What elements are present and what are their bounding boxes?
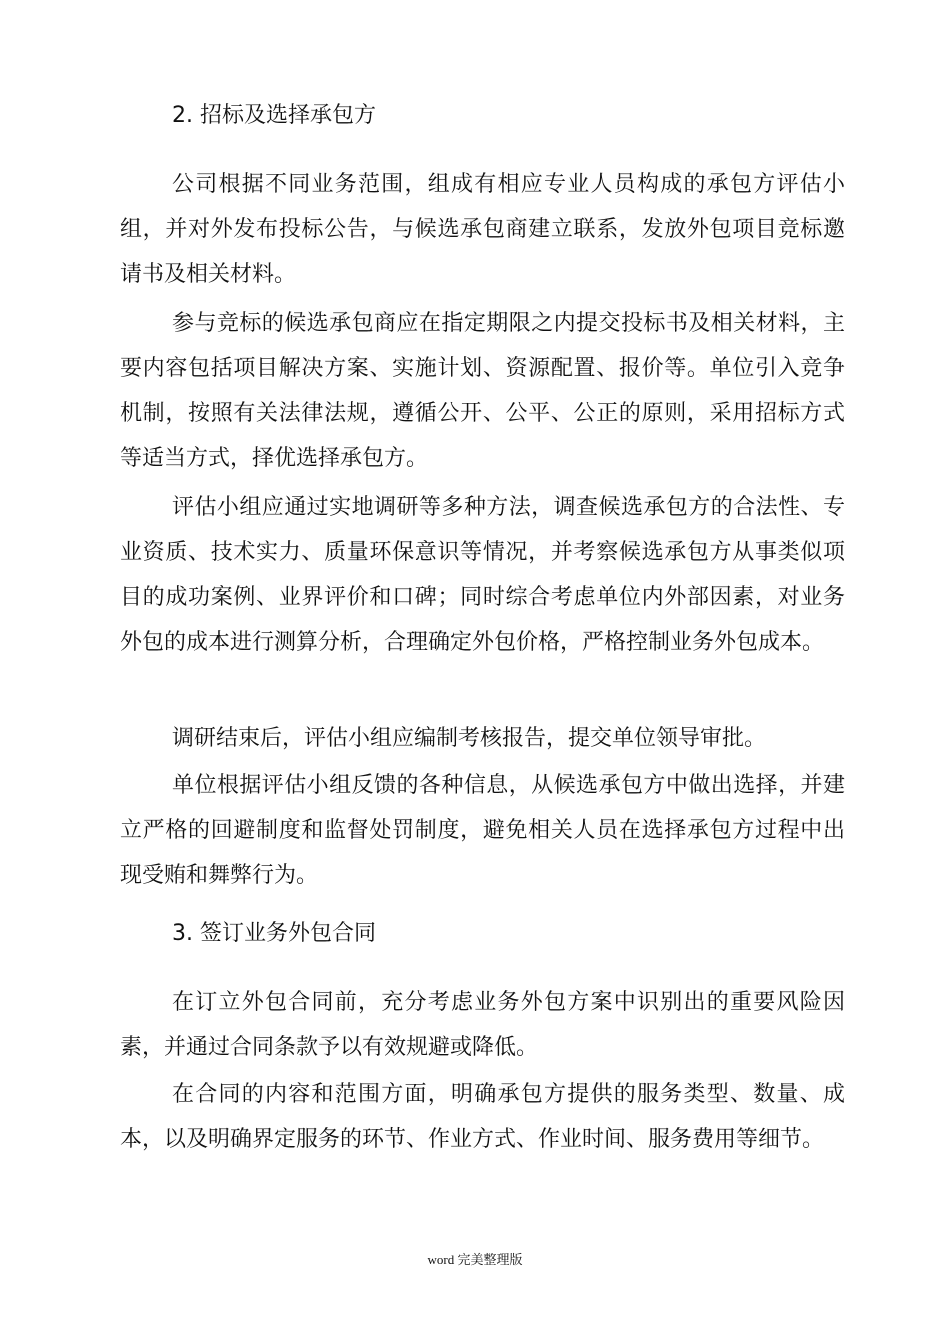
page-footer: word 完美整理版 (427, 1252, 523, 1267)
paragraph: 评估小组应通过实地调研等多种方法，调查候选承包方的合法性、专业资质、技术实力、质量环保意识等情况，并考察候选承包方从事类似项目的成功案例、业界评价和口碑；同时综合考虑单位内外部因素，对业务外包的成本进行测算分析，合理确定外包价格，严格控制业务外包成本。 (120, 495, 845, 655)
section-heading: 3. 签订业务外包合同 (172, 921, 376, 946)
section-heading: 2. 招标及选择承包方 (172, 103, 376, 128)
paragraph: 单位根据评估小组反馈的各种信息，从候选承包方中做出选择，并建立严格的回避制度和监督处罚制度，避免相关人员在选择承包方过程中出现受贿和舞弊行为。 (120, 773, 845, 888)
paragraph: 参与竞标的候选承包商应在指定期限之内提交投标书及相关材料，主要内容包括项目解决方案、实施计划、资源配置、报价等。单位引入竞争机制，按照有关法律法规，遵循公开、公平、公正的原则，采用招标方式等适当方式，择优选择承包方。 (120, 311, 845, 471)
paragraph: 在合同的内容和范围方面，明确承包方提供的服务类型、数量、成本，以及明确界定服务的环节、作业方式、作业时间、服务费用等细节。 (120, 1082, 845, 1152)
paragraph: 调研结束后，评估小组应编制考核报告，提交单位领导审批。 (172, 726, 767, 751)
paragraph: 公司根据不同业务范围，组成有相应专业人员构成的承包方评估小组，并对外发布投标公告，与候选承包商建立联系，发放外包项目竞标邀请书及相关材料。 (120, 172, 845, 287)
paragraph: 在订立外包合同前，充分考虑业务外包方案中识别出的重要风险因素，并通过合同条款予以有效规避或降低。 (120, 990, 845, 1060)
